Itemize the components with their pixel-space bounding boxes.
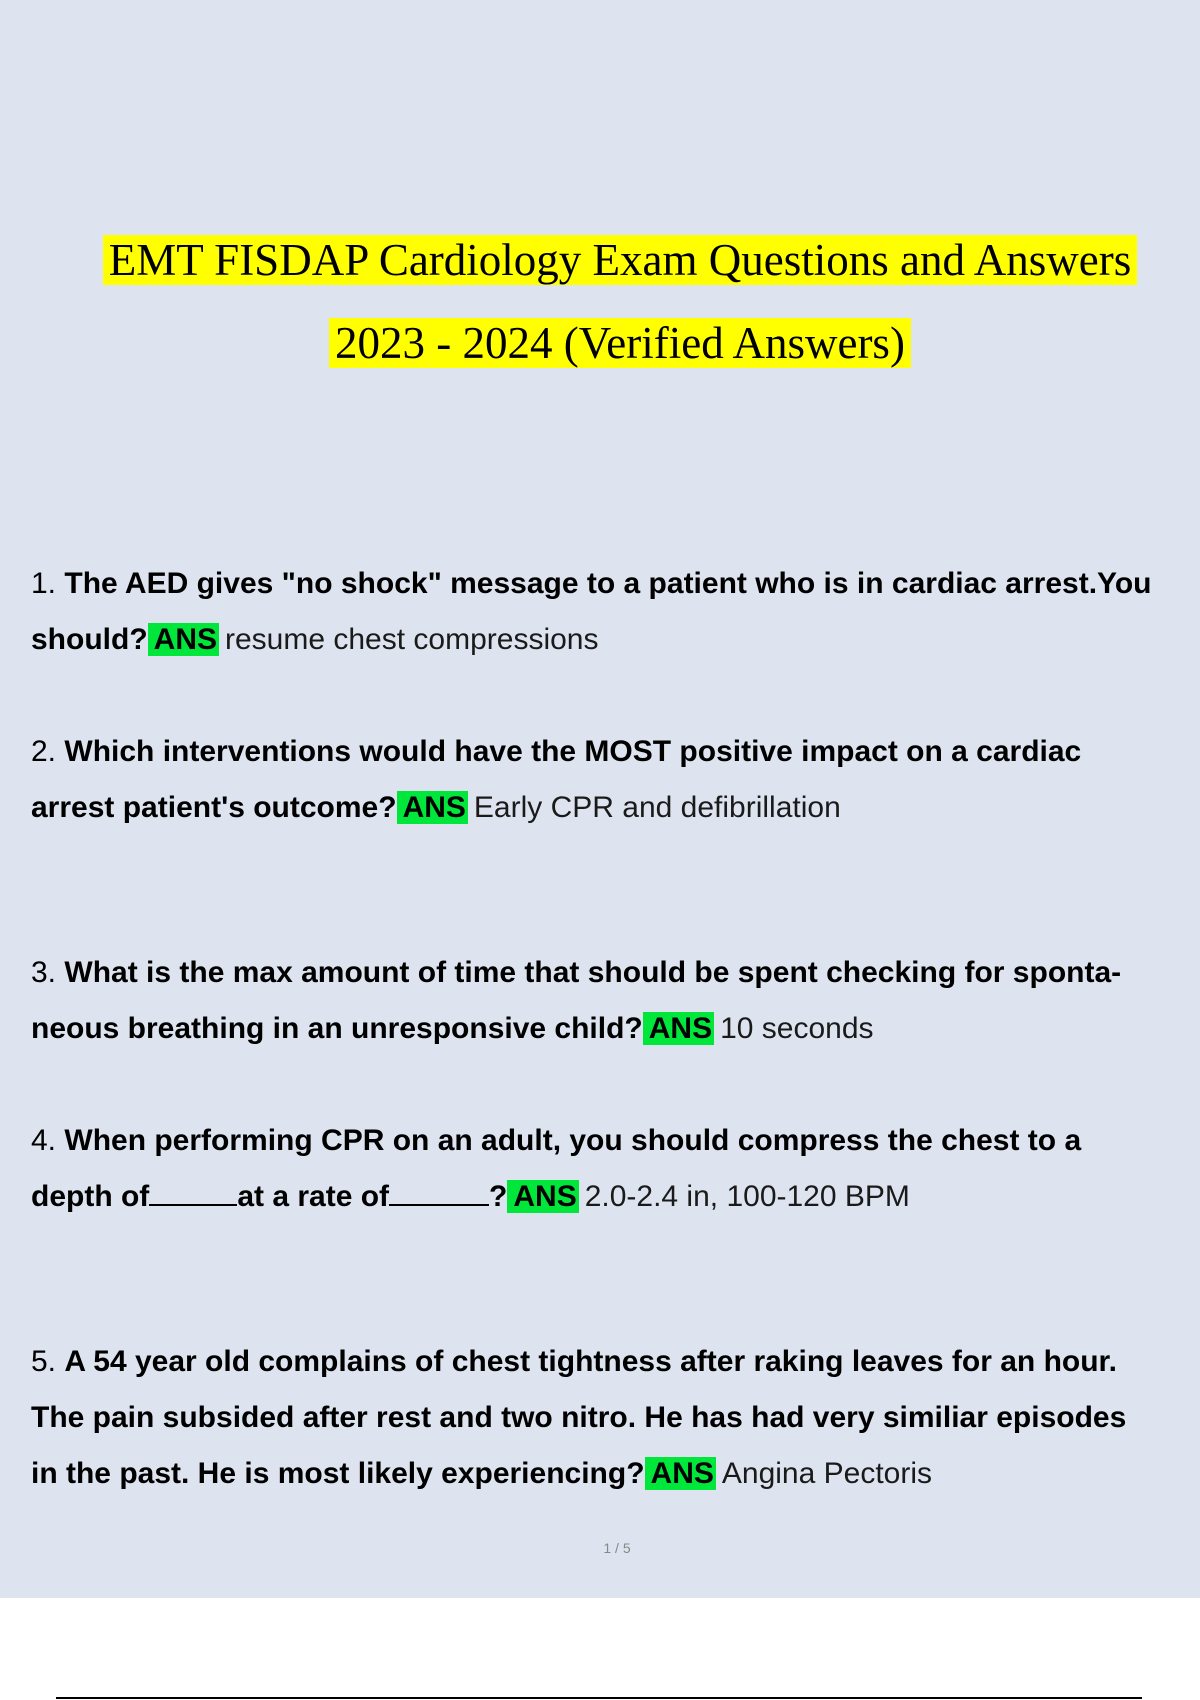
ans-label: ANS [645, 1457, 716, 1490]
question-line [31, 612, 1200, 668]
question-number: 4. [31, 1124, 57, 1157]
question-line [31, 1169, 1200, 1225]
answer-text: resume chest compressions [225, 623, 599, 656]
question-line [31, 1390, 1200, 1446]
question-text: should? [31, 623, 148, 656]
question-line [31, 1001, 1200, 1057]
question-text: arrest patient's outcome? [31, 791, 397, 824]
title-highlight: 2023 - 2024 (Verified Answers) [329, 318, 911, 368]
question-line [31, 1113, 1200, 1169]
title-highlight: EMT FISDAP Cardiology Exam Questions and Answers [103, 235, 1137, 285]
question-text: When performing CPR on an adult, you should compress the chest to a [64, 1124, 1082, 1157]
question-text: in the past. He is most likely experiencing? [31, 1457, 645, 1490]
question-text: neous breathing in an unresponsive child? [31, 1012, 643, 1045]
question-text: Which interventions would have the MOST positive impact on a cardiac [64, 735, 1082, 768]
ans-label: ANS [643, 1012, 714, 1045]
ans-label: ANS [507, 1180, 578, 1213]
ans-label: ANS [397, 791, 468, 824]
question-number: 2. [31, 735, 57, 768]
question-4 [31, 1113, 1200, 1225]
fill-in-blank [149, 1178, 237, 1206]
question-line [31, 1446, 1200, 1502]
question-line [31, 556, 1200, 612]
document-title-line-1 [0, 230, 1200, 290]
question-line [31, 945, 1200, 1001]
question-2 [31, 724, 1200, 836]
question-line [31, 724, 1200, 780]
question-3 [31, 945, 1200, 1057]
question-1 [31, 556, 1200, 668]
fill-in-blank [389, 1178, 489, 1206]
document-title-line-2 [0, 313, 1200, 373]
ans-label: ANS [148, 623, 219, 656]
question-5 [31, 1334, 1200, 1502]
question-text: The AED gives "no shock" message to a patient who is in cardiac arrest.You [64, 567, 1152, 600]
question-text: A 54 year old complains of chest tightness after raking leaves for an hour. [64, 1345, 1117, 1378]
answer-text: 10 seconds [720, 1012, 874, 1045]
question-line [31, 1334, 1200, 1390]
question-number: 3. [31, 956, 57, 989]
question-text: The pain subsided after rest and two nitro. He has had very similiar episodes [31, 1401, 1127, 1434]
question-number: 5. [31, 1345, 57, 1378]
question-text: at a rate of [237, 1180, 390, 1213]
question-text: What is the max amount of time that should be spent checking for sponta- [64, 956, 1122, 989]
answer-text: Angina Pectoris [721, 1457, 932, 1490]
answer-text: 2.0-2.4 in, 100-120 BPM [584, 1180, 910, 1213]
question-text: ? [489, 1180, 508, 1213]
question-text: depth of [31, 1180, 150, 1213]
page-divider [56, 1697, 1142, 1699]
answer-text: Early CPR and defibrillation [473, 791, 841, 824]
question-number: 1. [31, 567, 57, 600]
question-line [31, 780, 1200, 836]
page-indicator: 1 / 5 [603, 1540, 631, 1556]
